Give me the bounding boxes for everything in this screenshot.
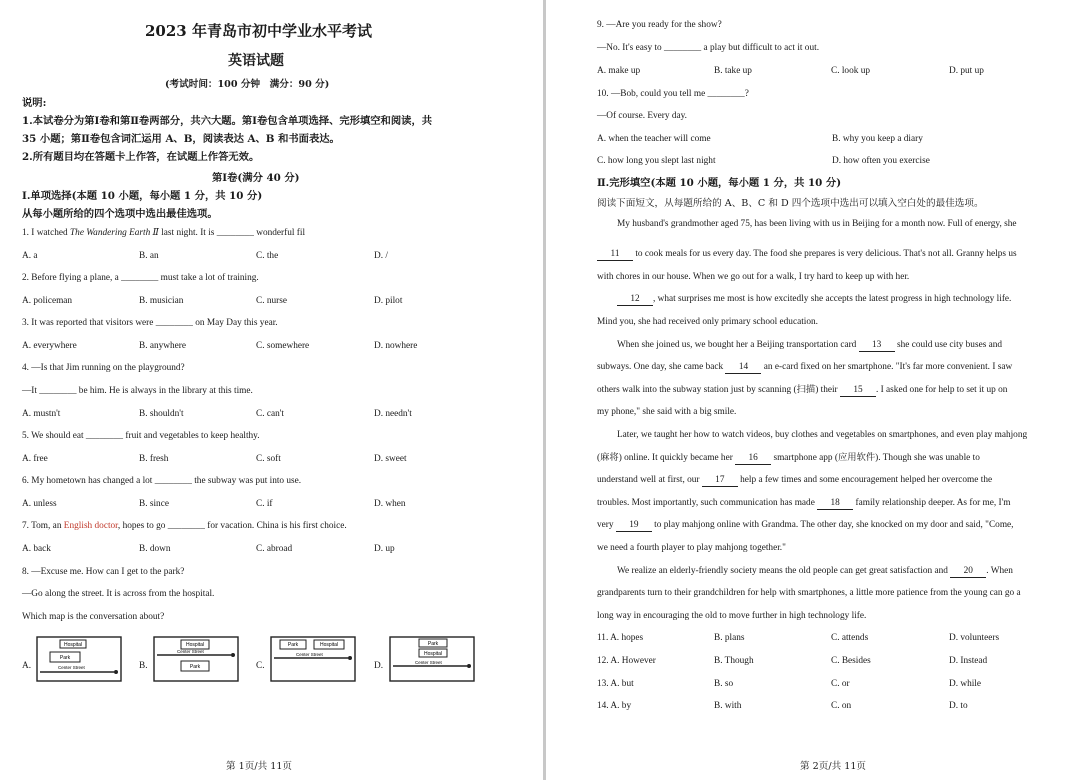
map-c-hospital-label: Hospital <box>319 642 339 648</box>
q14-option-b[interactable]: B. with <box>714 701 742 711</box>
passage-line-5: Mind you, she had received only primary school education. <box>597 317 819 327</box>
page-2-footer: 第 2页/共 11页 <box>800 761 867 772</box>
q5-option-c[interactable]: C. soft <box>256 454 281 464</box>
q7-option-d[interactable]: D. up <box>374 544 395 554</box>
section-1-instruction: 从每小题所给的四个选项中选出最佳选项。 <box>22 208 218 220</box>
q5-option-a[interactable]: A. free <box>22 454 48 464</box>
q9-option-a[interactable]: A. make up <box>597 66 641 76</box>
part-1-heading: 第Ⅰ卷(满分 40 分) <box>212 172 300 184</box>
question-8-line-2: —Go along the street. It is across from the hospital. <box>22 589 215 599</box>
blank-13[interactable]: 13 <box>859 340 895 352</box>
q11-option-c[interactable]: C. attends <box>831 633 869 643</box>
exam-time-info: (考试时间：100 分钟 满分：90 分) <box>165 79 330 90</box>
q14-option-a[interactable]: 14. A. by <box>597 701 632 711</box>
map-c-street-label: Center Street <box>296 652 323 657</box>
q4-option-b[interactable]: B. shouldn't <box>139 409 184 419</box>
q14-option-c[interactable]: C. on <box>831 701 852 711</box>
q2-option-b[interactable]: B. musician <box>139 296 184 306</box>
map-b-hospital-label: Hospital <box>185 642 205 648</box>
page-1-footer: 第 1页/共 11页 <box>226 761 293 772</box>
q3-option-a[interactable]: A. everywhere <box>22 341 77 351</box>
question-5-stem: 5. We should eat ________ fruit and vegetables to keep healthy. <box>22 431 260 441</box>
passage-line-8: others walk into the subway station just by scanning (扫描) their 15 . I asked one for help to set it up on <box>597 385 1008 395</box>
q8-option-a-letter[interactable]: A. <box>22 661 32 671</box>
blank-14[interactable]: 14 <box>725 362 761 374</box>
q13-option-a[interactable]: 13. A. but <box>597 679 634 689</box>
q10-option-a[interactable]: A. when the teacher will come <box>597 134 711 144</box>
passage-line-9: my phone," she said with a big smile. <box>597 407 737 417</box>
passage-line-11: (麻将) online. It quickly became her 16 smartphone app (应用软件). Though she was unable to <box>597 453 980 463</box>
q13-option-b[interactable]: B. so <box>714 679 734 689</box>
q12-option-a[interactable]: 12. A. However <box>597 656 656 666</box>
question-9-line-2: —No. It's easy to ________ a play but difficult to act it out. <box>597 43 820 53</box>
blank-18[interactable]: 18 <box>817 498 853 510</box>
map-b-street-label: Center Street <box>177 649 204 654</box>
map-d-park-label: Park <box>427 641 439 647</box>
passage-line-10: Later, we taught her how to watch videos, buy clothes and vegetables on smartphones, and even play mahjong <box>617 430 1028 440</box>
passage-line-16: We realize an elderly-friendly society means the old people can get great satisfaction and 20 . When <box>617 566 1013 576</box>
question-4-stem-2: —It ________ be him. He is always in the library at this time. <box>22 386 253 396</box>
question-10-line-1: 10. —Bob, could you tell me ________? <box>597 89 749 99</box>
map-d-street-label: Center Street <box>415 660 442 665</box>
q9-option-c[interactable]: C. look up <box>831 66 870 76</box>
exam-subtitle: 英语试题 <box>228 53 284 69</box>
question-9-line-1: 9. —Are you ready for the show? <box>597 20 722 30</box>
question-4-stem: 4. —Is that Jim running on the playground? <box>22 363 185 373</box>
q6-option-d[interactable]: D. when <box>374 499 406 509</box>
passage-line-12: understand well at first, our 17 help a few times and some encouragement helped her overcome the <box>597 475 993 485</box>
question-10-line-2: —Of course. Every day. <box>597 111 688 121</box>
q8-option-c-letter[interactable]: C. <box>256 661 265 671</box>
passage-line-1: My husband's grandmother aged 75, has been living with us in Beijing for a month now. Full of energy, she <box>617 219 1017 229</box>
q10-option-b[interactable]: B. why you keep a diary <box>832 134 923 144</box>
question-1-stem: 1. I watched The Wandering Earth Ⅱ last night. It is ________ wonderful fil <box>22 228 306 238</box>
q6-option-c[interactable]: C. if <box>256 499 273 509</box>
passage-line-3: with chores in our house. When we go out for a walk, I try hard to keep up with her. <box>597 272 910 282</box>
passage-line-14: very 19 to play mahjong online with Grandma. The other day, she knocked on my door and said, "Come, <box>597 520 1014 530</box>
section-2-instruction: 阅读下面短文，从每题所给的 A、B、C 和 D 四个选项中选出可以填入空白处的最佳选项。 <box>597 198 984 209</box>
question-8-line-1: 8. —Excuse me. How can I get to the park? <box>22 567 185 577</box>
passage-line-6: When she joined us, we bought her a Beijing transportation card 13 she could use city buses and <box>617 340 1003 350</box>
question-7-stem: 7. Tom, an English doctor, hopes to go ________ for vacation. China is his first choice. <box>22 521 347 531</box>
section-1-heading: Ⅰ.单项选择(本题 10 小题，每小题 1 分，共 10 分) <box>22 190 263 202</box>
passage-line-2: 11 to cook meals for us every day. The food she prepares is very delicious. That's not all. Granny helps us <box>597 248 1017 261</box>
map-option-b[interactable] <box>153 636 239 682</box>
q12-option-d[interactable]: D. Instead <box>949 656 988 666</box>
map-option-c[interactable] <box>270 636 356 682</box>
q9-option-b[interactable]: B. take up <box>714 66 752 76</box>
q4-option-a[interactable]: A. mustn't <box>22 409 61 419</box>
q7-option-b[interactable]: B. down <box>139 544 171 554</box>
passage-line-13: troubles. Most importantly, such communication has made 18 family relationship deeper. As for me, I'm <box>597 498 1011 508</box>
passage-line-15: we need a fourth player to play mahjong together." <box>597 543 786 553</box>
passage-line-17: grandparents turn to their grandchildren for help with smartphones, a little more patience from the young can go a <box>597 588 1021 598</box>
q5-option-d[interactable]: D. sweet <box>374 454 407 464</box>
q8-option-b-letter[interactable]: B. <box>139 661 148 671</box>
blank-17[interactable]: 17 <box>702 475 738 487</box>
q1-option-c[interactable]: C. the <box>256 251 279 261</box>
q1-option-a[interactable]: A. a <box>22 251 38 261</box>
page-2 <box>546 0 1080 780</box>
q5-option-b[interactable]: B. fresh <box>139 454 169 464</box>
passage-line-7: subways. One day, she came back 14 an e-card fixed on her smartphone. "It's far more convenient. I saw <box>597 362 1013 372</box>
q14-option-d[interactable]: D. to <box>949 701 968 711</box>
question-8-line-3: Which map is the conversation about? <box>22 612 165 622</box>
note-1-line-2: 35 小题；第Ⅱ卷包含词汇运用 A、B，阅读表达 A、B 和书面表达。 <box>22 133 340 145</box>
q9-option-d[interactable]: D. put up <box>949 66 984 76</box>
q7-option-a[interactable]: A. back <box>22 544 51 554</box>
q1-option-b[interactable]: B. an <box>139 251 159 261</box>
q4-option-d[interactable]: D. needn't <box>374 409 412 419</box>
blank-11[interactable]: 11 <box>597 249 633 261</box>
question-6-stem: 6. My hometown has changed a lot ________ the subway was put into use. <box>22 476 302 486</box>
q8-option-d-letter[interactable]: D. <box>374 661 384 671</box>
q6-option-b[interactable]: B. since <box>139 499 169 509</box>
q10-option-c[interactable]: C. how long you slept last night <box>597 156 716 166</box>
q7-option-c[interactable]: C. abroad <box>256 544 293 554</box>
map-option-d[interactable] <box>389 636 475 682</box>
q11-option-d[interactable]: D. volunteers <box>949 633 1000 643</box>
q4-option-c[interactable]: C. can't <box>256 409 285 419</box>
blank-16[interactable]: 16 <box>735 453 771 465</box>
blank-15[interactable]: 15 <box>840 385 876 397</box>
exam-title: 2023 年青岛市初中学业水平考试 <box>145 22 372 40</box>
map-d-hospital-label: Hospital <box>423 651 443 657</box>
blank-12[interactable]: 12 <box>617 294 653 306</box>
q3-option-c[interactable]: C. somewhere <box>256 341 310 351</box>
question-2-stem: 2. Before flying a plane, a ________ must take a lot of training. <box>22 273 259 283</box>
notes-heading: 说明: <box>22 97 47 109</box>
q12-option-c[interactable]: C. Besides <box>831 656 871 666</box>
map-option-a[interactable] <box>36 636 122 682</box>
passage-line-4: 12 , what surprises me most is how excitedly she accepts the latest progress in high technology life. <box>617 293 1011 306</box>
passage-line-18: long way in encouraging the old to move further in high technology life. <box>597 611 867 621</box>
q3-option-b[interactable]: B. anywhere <box>139 341 186 351</box>
q3-option-d[interactable]: D. nowhere <box>374 341 418 351</box>
map-a-street-label: Center Street <box>58 665 85 670</box>
section-2-heading: Ⅱ.完形填空(本题 10 小题，每小题 1 分，共 10 分) <box>597 177 842 189</box>
map-a-park-label: Park <box>59 655 71 661</box>
q11-option-b[interactable]: B. plans <box>714 633 745 643</box>
note-2: 2.所有题目均在答题卡上作答，在试题上作答无效。 <box>22 151 260 163</box>
map-c-park-label: Park <box>287 642 299 648</box>
map-b-park-label: Park <box>189 664 201 670</box>
q12-option-b[interactable]: B. Though <box>714 656 754 666</box>
q6-option-a[interactable]: A. unless <box>22 499 57 509</box>
q2-option-c[interactable]: C. nurse <box>256 296 287 306</box>
note-1-line-1: 1.本试卷分为第Ⅰ卷和第Ⅱ卷两部分，共六大题。第Ⅰ卷包含单项选择、完形填空和阅读，共 <box>22 115 433 127</box>
q13-option-c[interactable]: C. or <box>831 679 850 689</box>
question-3-stem: 3. It was reported that visitors were ________ on May Day this year. <box>22 318 278 328</box>
q2-option-d[interactable]: D. pilot <box>374 296 403 306</box>
q10-option-d[interactable]: D. how often you exercise <box>832 156 930 166</box>
q2-option-a[interactable]: A. policeman <box>22 296 73 306</box>
q1-option-d[interactable]: D. / <box>374 251 388 261</box>
q11-option-a[interactable]: 11. A. hopes <box>597 633 644 643</box>
blank-19[interactable]: 19 <box>616 520 652 532</box>
q13-option-d[interactable]: D. while <box>949 679 982 689</box>
map-a-hospital-label: Hospital <box>63 642 83 648</box>
blank-20[interactable]: 20 <box>950 566 986 578</box>
